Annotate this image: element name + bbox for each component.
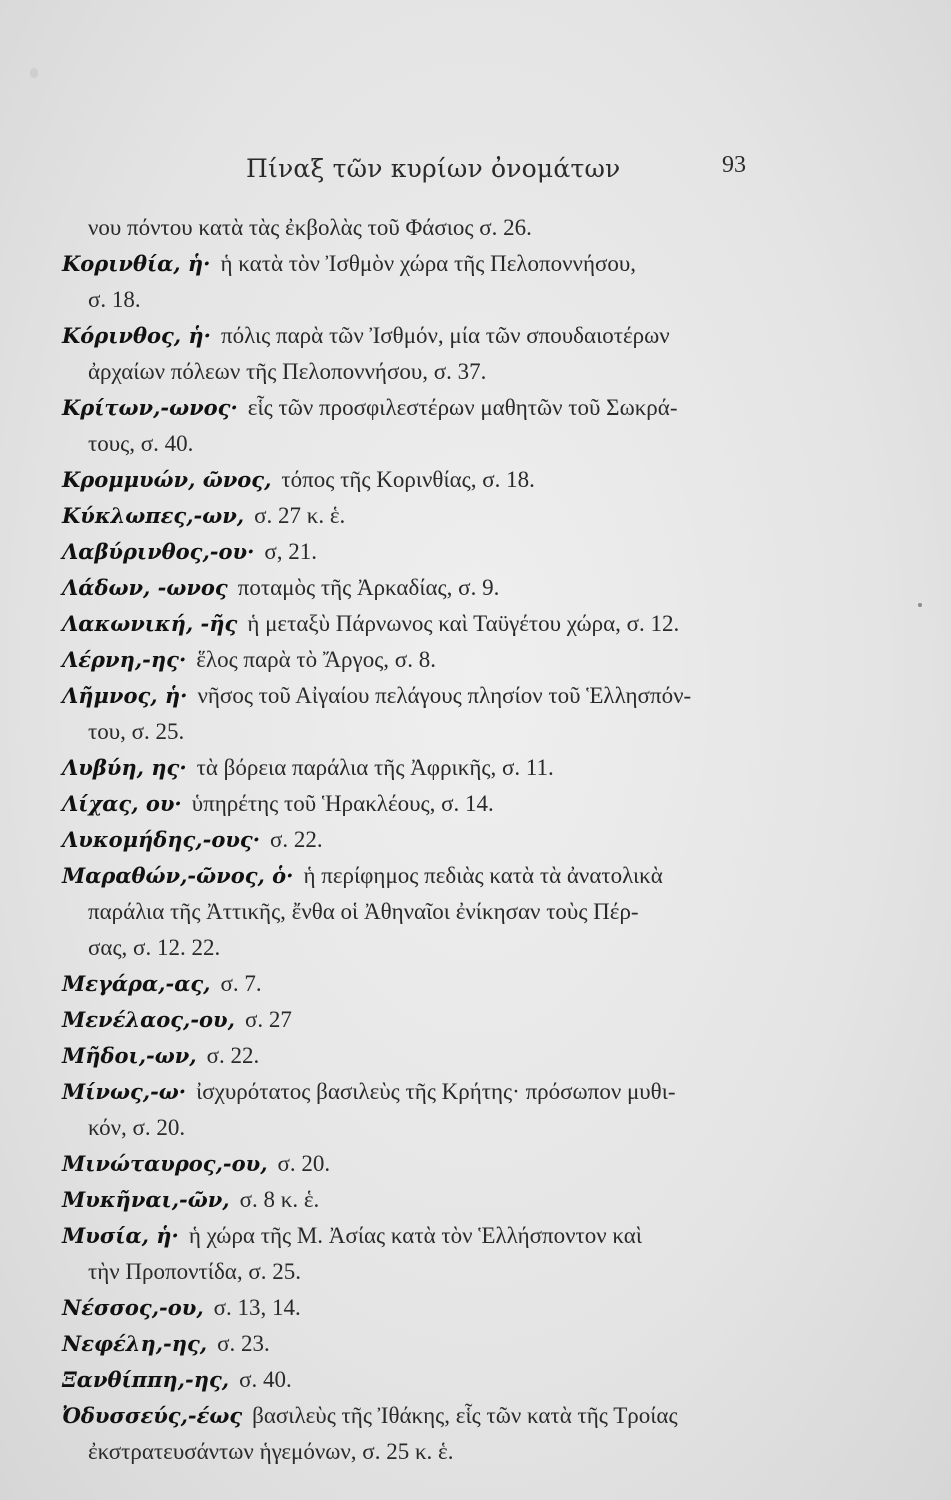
index-entry: Μινώταυρος,-ου, σ. 20. (62, 1151, 331, 1176)
index-line: τους, σ. 40. (88, 431, 194, 456)
index-line: τὴν Προποντίδα, σ. 25. (88, 1259, 301, 1284)
entry-headword: Λυκομήδης,-ους· (62, 827, 261, 852)
entry-headword: Λακωνική, -ῆς (62, 611, 238, 636)
index-entry: Κρίτων,-ωνος· εἷς τῶν προσφιλεστέρων μαθητῶν τοῦ Σωκρά- (62, 395, 678, 420)
index-entry: Νέσσος,-ου, σ. 13, 14. (62, 1295, 301, 1320)
entry-headword: Ὀδυσσεύς,-έως (62, 1403, 243, 1428)
index-entry: Μυσία, ἡ· ἡ χώρα τῆς Μ. Ἀσίας κατὰ τὸν Ἑλλήσποντον καὶ (62, 1223, 643, 1248)
index-line: παράλια τῆς Ἀττικῆς, ἔνθα οἱ Ἀθηναῖοι ἐνίκησαν τοὺς Πέρ- (88, 899, 639, 924)
index-entry: Λαβύρινθος,-ου· σ, 21. (62, 539, 318, 564)
entry-headword: Λαβύρινθος,-ου· (62, 539, 255, 564)
index-entry: Μαραθών,-ῶνος, ὁ· ἡ περίφημος πεδιὰς κατὰ τὰ ἀνατολικὰ (62, 863, 663, 888)
entry-headword: Μινώταυρος,-ου, (62, 1151, 268, 1176)
index-entry: Κορινθία, ἡ· ἡ κατὰ τὸν Ἰσθμὸν χώρα τῆς Πελοποννήσου, (62, 251, 637, 276)
entry-headword: Μεγάρα,-ας, (62, 971, 211, 996)
index-line: ἀρχαίων πόλεων τῆς Πελοποννήσου, σ. 37. (88, 359, 487, 384)
index-line: νου πόντου κατὰ τὰς ἐκβολὰς τοῦ Φάσιος σ. 26. (88, 215, 532, 240)
entry-headword: Μαραθών,-ῶνος, ὁ· (62, 863, 294, 888)
index-entry: Λάδων, -ωνος ποταμὸς τῆς Ἀρκαδίας, σ. 9. (62, 575, 500, 600)
index-line: σ. 18. (88, 287, 141, 312)
index-entry: Κύκλωπες,-ων, σ. 27 κ. ἑ. (62, 503, 346, 528)
entry-headword: Κρομμυών, ῶνος, (62, 467, 272, 492)
index-entry: Λακωνική, -ῆς ἡ μεταξὺ Πάρνωνος καὶ Ταϋγέτου χώρα, σ. 12. (62, 611, 680, 636)
index-entry: Κρομμυών, ῶνος, τόπος τῆς Κορινθίας, σ. 18. (62, 467, 535, 492)
index-entry: Μεγάρα,-ας, σ. 7. (62, 971, 262, 996)
index-entry: Κόρινθος, ἡ· πόλις παρὰ τῶν Ἰσθμόν, μία τῶν σπουδαιοτέρων (62, 323, 670, 348)
index-entry: Ὀδυσσεύς,-έως βασιλεὺς τῆς Ἰθάκης, εἷς τῶν κατὰ τῆς Τροίας (62, 1403, 678, 1428)
entry-headword: Μῆδοι,-ων, (62, 1043, 197, 1068)
index-entry: Μυκῆναι,-ῶν, σ. 8 κ. ἑ. (62, 1187, 320, 1212)
index-line: ἐκστρατευσάντων ἡγεμόνων, σ. 25 κ. ἑ. (88, 1439, 454, 1464)
index-entry: Λυκομήδης,-ους· σ. 22. (62, 827, 323, 852)
index-line: κόν, σ. 20. (88, 1115, 186, 1140)
print-speck (918, 603, 922, 607)
entry-headword: Μυσία, ἡ· (62, 1223, 179, 1248)
index-line: σας, σ. 12. 22. (88, 935, 221, 960)
index-entry: Μενέλαος,-ου, σ. 27 (62, 1007, 292, 1032)
entry-headword: Κύκλωπες,-ων, (62, 503, 245, 528)
entry-headword: Λυβύη, ης· (62, 755, 187, 780)
entry-headword: Μενέλαος,-ου, (62, 1007, 235, 1032)
entry-headword: Νεφέλη,-ης, (62, 1331, 208, 1356)
entry-headword: Λῆμνος, ἡ· (62, 683, 188, 708)
entry-headword: Κόρινθος, ἡ· (62, 323, 211, 348)
index-entry: Ξανθίππη,-ης, σ. 40. (62, 1367, 292, 1392)
index-entry: Μίνως,-ω· ἰσχυρότατος βασιλεὺς τῆς Κρήτης· πρόσωπον μυθι- (62, 1079, 676, 1104)
index-entry: Λῆμνος, ἡ· νῆσος τοῦ Αἰγαίου πελάγους πλησίον τοῦ Ἑλλησπόν- (62, 683, 692, 708)
entry-headword: Λέρνη,-ης· (62, 647, 187, 672)
index-line: του, σ. 25. (88, 719, 185, 744)
page-number: 93 (722, 152, 746, 178)
index-entry: Λίχας, ου· ὑπηρέτης τοῦ Ἡρακλέους, σ. 14. (62, 791, 494, 816)
index-entry: Λέρνη,-ης· ἕλος παρὰ τὸ Ἄργος, σ. 8. (62, 647, 436, 672)
entry-headword: Νέσσος,-ου, (62, 1295, 204, 1320)
entry-headword: Κρίτων,-ωνος· (62, 395, 238, 420)
entry-headword: Κορινθία, ἡ· (62, 251, 211, 276)
entry-headword: Λάδων, -ωνος (62, 575, 228, 600)
index-entry: Λυβύη, ης· τὰ βόρεια παράλια τῆς Ἀφρικῆς, σ. 11. (62, 755, 554, 780)
entry-headword: Μίνως,-ω· (62, 1079, 187, 1104)
entry-headword: Λίχας, ου· (62, 791, 182, 816)
entry-headword: Ξανθίππη,-ης, (62, 1367, 230, 1392)
entry-headword: Μυκῆναι,-ῶν, (62, 1187, 230, 1212)
index-entry: Νεφέλη,-ης, σ. 23. (62, 1331, 270, 1356)
index-entry: Μῆδοι,-ων, σ. 22. (62, 1043, 260, 1068)
header-title: Πίναξ τῶν κυρίων ὀνομάτων (246, 154, 621, 183)
